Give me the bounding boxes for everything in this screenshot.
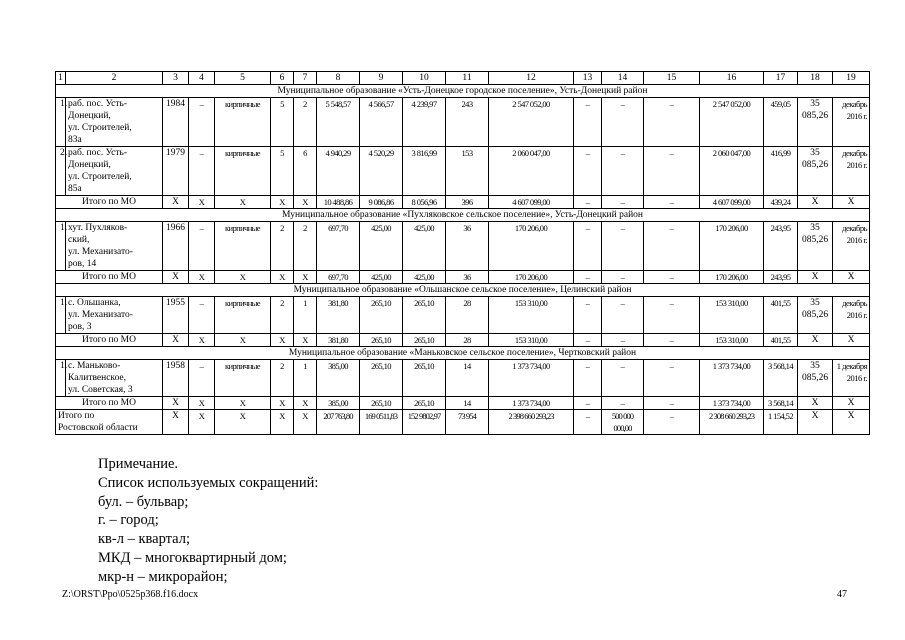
address-line: ров, 14 — [68, 259, 97, 269]
data-cell: 3 568,14 — [764, 360, 798, 397]
data-cell: 425,00 — [403, 222, 446, 271]
total-cell: 425,00 — [403, 271, 446, 284]
data-cell: 2 — [294, 98, 317, 147]
data-cell: 401,55 — [764, 297, 798, 334]
table-row — [56, 222, 870, 271]
total-cell: 36 — [446, 271, 489, 284]
total-cell: X — [294, 196, 317, 209]
data-cell: 153 310,00 — [700, 297, 764, 334]
data-cell: – — [189, 147, 215, 196]
address-line: 85а — [68, 184, 82, 194]
header-cell: 18 — [798, 72, 833, 85]
data-cell: – — [574, 297, 602, 334]
data-cell: 4 940,29 — [317, 147, 360, 196]
total-cell: X — [215, 271, 271, 284]
data-cell: 265,10 — [403, 360, 446, 397]
data-cell: 4 520,29 — [360, 147, 403, 196]
data-cell: 1958 — [163, 360, 189, 397]
data-cell: 5 548,57 — [317, 98, 360, 147]
total-cell: X — [833, 196, 870, 209]
table-row — [56, 98, 870, 147]
note-line: кв-л – квартал; — [98, 531, 190, 548]
total-cell: 385,00 — [317, 397, 360, 410]
total-label: Итого по МО — [56, 271, 163, 284]
grand-total-cell: 169 0511,83 — [360, 410, 403, 435]
total-cell: – — [602, 196, 644, 209]
total-cell: X — [294, 397, 317, 410]
total-cell: X — [215, 334, 271, 347]
data-cell: 3 816,99 — [403, 147, 446, 196]
header-cell: 4 — [189, 72, 215, 85]
total-cell: 697,70 — [317, 271, 360, 284]
date-cell — [833, 98, 870, 147]
total-cell: 1 373 734,00 — [489, 397, 574, 410]
total-cell: – — [602, 397, 644, 410]
address-line: раб. пос. Усть- — [68, 99, 128, 109]
date-line: 2016 г. — [846, 160, 867, 170]
total-cell: 439,24 — [764, 196, 798, 209]
note-line: Примечание. — [98, 456, 179, 472]
data-cell: 1 373 734,00 — [700, 360, 764, 397]
date-line: декабрь — [842, 148, 867, 158]
data-cell: 14 — [446, 360, 489, 397]
total-cell: – — [574, 196, 602, 209]
header-cell: 5 — [215, 72, 271, 85]
total-cell: – — [644, 196, 700, 209]
address-line: ул. Механизато- — [68, 247, 133, 257]
section-title: Муниципальное образование «Пухляковское сельское поселение», Усть-Донецкий район — [56, 209, 870, 222]
data-cell: 385,00 — [317, 360, 360, 397]
notes-block — [98, 455, 318, 587]
total-cell: 28 — [446, 334, 489, 347]
total-cell: 381,80 — [317, 334, 360, 347]
grand-total-cell: – — [574, 410, 602, 435]
header-cell: 11 — [446, 72, 489, 85]
data-cell: 2 060 047,00 — [489, 147, 574, 196]
total-cell: 14 — [446, 397, 489, 410]
address-line: ул. Строителей, — [68, 123, 132, 133]
address-line: хут. Пухляков- — [68, 223, 128, 233]
section-row — [56, 284, 870, 297]
table-row — [56, 297, 870, 334]
page-number: 47 — [837, 589, 847, 600]
total-cell: 10 488,86 — [317, 196, 360, 209]
total-cell: X — [833, 334, 870, 347]
data-cell: – — [644, 222, 700, 271]
date-line: 2016 г. — [846, 111, 867, 121]
total-cell: X — [271, 196, 294, 209]
section-row — [56, 85, 870, 98]
data-cell: – — [644, 98, 700, 147]
header-cell: 9 — [360, 72, 403, 85]
total-row — [56, 334, 870, 347]
data-cell: 6 — [294, 147, 317, 196]
data-cell: – — [602, 222, 644, 271]
data-cell: 35 085,26 — [798, 297, 833, 334]
total-cell: X — [215, 196, 271, 209]
data-cell: – — [574, 360, 602, 397]
total-cell: X — [189, 196, 215, 209]
data-cell: 2 — [271, 222, 294, 271]
table-row — [56, 147, 870, 196]
data-cell: – — [189, 297, 215, 334]
header-cell: 19 — [833, 72, 870, 85]
grand-total-cell: X — [798, 410, 833, 435]
row-number: 1. — [56, 98, 66, 147]
data-cell: 265,10 — [360, 297, 403, 334]
section-row — [56, 209, 870, 222]
total-cell: 1 373 734,00 — [700, 397, 764, 410]
total-cell: 425,00 — [360, 271, 403, 284]
data-cell: 2 060 047,00 — [700, 147, 764, 196]
header-cell: 16 — [700, 72, 764, 85]
grand-total-cell: 500 000 000,00 — [602, 410, 644, 435]
row-number: 1. — [56, 297, 66, 334]
total-cell: 243,95 — [764, 271, 798, 284]
data-cell: 425,00 — [360, 222, 403, 271]
total-label: Итого по МО — [56, 397, 163, 410]
total-cell: X — [189, 397, 215, 410]
grand-total-cell: X — [189, 410, 215, 435]
data-cell: – — [189, 360, 215, 397]
data-cell: – — [189, 98, 215, 147]
address-line: Калитвенское, — [68, 373, 127, 383]
grand-total-cell: 1 154,52 — [764, 410, 798, 435]
total-cell: 3 568,14 — [764, 397, 798, 410]
address-line: с. Маньково- — [68, 361, 121, 371]
date-cell — [833, 222, 870, 271]
data-cell: кирпичные — [215, 147, 271, 196]
total-label: Итого по МО — [56, 334, 163, 347]
data-cell: 170 206,00 — [489, 222, 574, 271]
header-cell: 1 — [56, 72, 66, 85]
total-cell: X — [294, 271, 317, 284]
total-cell: 4 607 099,00 — [700, 196, 764, 209]
address-line: ров, 3 — [68, 322, 92, 332]
header-cell: 7 — [294, 72, 317, 85]
address-line: с. Ольшанка, — [68, 298, 121, 308]
data-cell: 153 310,00 — [489, 297, 574, 334]
grand-total-cell: – — [644, 410, 700, 435]
total-row — [56, 397, 870, 410]
data-cell: 153 — [446, 147, 489, 196]
data-cell: 5 — [271, 98, 294, 147]
total-cell: – — [574, 397, 602, 410]
total-cell: 8 056,96 — [403, 196, 446, 209]
total-cell: X — [271, 397, 294, 410]
data-cell: 35 085,26 — [798, 98, 833, 147]
data-cell: – — [602, 297, 644, 334]
total-cell: X — [798, 397, 833, 410]
address-cell — [66, 98, 163, 147]
row-number: 1. — [56, 360, 66, 397]
date-line: декабрь — [842, 223, 867, 233]
data-cell: 4 239,97 — [403, 98, 446, 147]
grand-total-cell: 2 308 660 293,23 — [700, 410, 764, 435]
data-cell: 416,99 — [764, 147, 798, 196]
data-cell: 35 085,26 — [798, 360, 833, 397]
grand-total-cell: 73 954 — [446, 410, 489, 435]
address-line: 83а — [68, 135, 82, 145]
data-cell: 265,10 — [360, 360, 403, 397]
data-cell: 265,10 — [403, 297, 446, 334]
note-line: г. – город; — [98, 512, 159, 529]
date-line: 2016 г. — [846, 373, 867, 383]
data-cell: 1955 — [163, 297, 189, 334]
total-cell: 170 206,00 — [489, 271, 574, 284]
total-cell: X — [189, 271, 215, 284]
data-cell: кирпичные — [215, 222, 271, 271]
header-cell: 14 — [602, 72, 644, 85]
data-cell: 381,80 — [317, 297, 360, 334]
address-line: Донецкий, — [68, 111, 111, 121]
data-cell: кирпичные — [215, 297, 271, 334]
total-cell: 9 086,86 — [360, 196, 403, 209]
date-line: декабрь — [842, 298, 867, 308]
data-cell: 1 — [294, 297, 317, 334]
total-cell: 401,55 — [764, 334, 798, 347]
data-cell: 170 206,00 — [700, 222, 764, 271]
header-cell: 2 — [66, 72, 163, 85]
data-cell: – — [644, 297, 700, 334]
data-cell: 459,05 — [764, 98, 798, 147]
address-line: Донецкий, — [68, 160, 111, 170]
data-cell: – — [602, 360, 644, 397]
grand-total-cell: X — [833, 410, 870, 435]
total-cell: X — [271, 334, 294, 347]
address-line: ул. Советская, 3 — [68, 385, 133, 395]
total-cell: 170 206,00 — [700, 271, 764, 284]
row-number: 1. — [56, 222, 66, 271]
total-cell: 265,10 — [403, 397, 446, 410]
date-line: декабрь — [842, 99, 867, 109]
grand-total-label — [56, 410, 163, 435]
total-cell: – — [574, 271, 602, 284]
header-cell: 15 — [644, 72, 700, 85]
data-cell: 2 — [294, 222, 317, 271]
data-cell: 1979 — [163, 147, 189, 196]
date-cell — [833, 147, 870, 196]
grand-total-label-line: Итого по — [58, 411, 95, 421]
address-line: ул. Механизато- — [68, 310, 133, 320]
grand-total-label-line: Ростовской области — [58, 423, 138, 433]
data-cell: 28 — [446, 297, 489, 334]
total-cell: X — [215, 397, 271, 410]
total-cell: X — [798, 196, 833, 209]
header-cell: 8 — [317, 72, 360, 85]
total-cell: 265,10 — [403, 334, 446, 347]
data-cell: 36 — [446, 222, 489, 271]
address-cell — [66, 222, 163, 271]
data-cell: 243,95 — [764, 222, 798, 271]
address-cell — [66, 297, 163, 334]
total-row — [56, 196, 870, 209]
header-cell: 12 — [489, 72, 574, 85]
grand-total-cell: 2 398 660 293,23 — [489, 410, 574, 435]
section-title: Муниципальное образование «Маньковское сельское поселение», Чертковский район — [56, 347, 870, 360]
grand-total-cell: X — [271, 410, 294, 435]
header-row — [56, 72, 870, 85]
data-cell: кирпичные — [215, 360, 271, 397]
note-line: Список используемых сокращений: — [98, 474, 319, 491]
total-cell: – — [644, 397, 700, 410]
section-title: Муниципальное образование «Усть-Донецкое городское поселение», Усть-Донецкий район — [56, 85, 870, 98]
data-cell: 35 085,26 — [798, 147, 833, 196]
date-line: 1 декабря — [836, 361, 867, 371]
header-cell: 17 — [764, 72, 798, 85]
grand-total-cell: 152 9802,97 — [403, 410, 446, 435]
grand-total-cell: X — [215, 410, 271, 435]
row-number: 2. — [56, 147, 66, 196]
data-cell: 1966 — [163, 222, 189, 271]
data-cell: 2 547 052,00 — [489, 98, 574, 147]
data-cell: 4 566,57 — [360, 98, 403, 147]
total-cell: 153 310,00 — [700, 334, 764, 347]
address-line: раб. пос. Усть- — [68, 148, 128, 158]
date-line: 2016 г. — [846, 310, 867, 320]
grand-total-cell: 207 763,80 — [317, 410, 360, 435]
header-cell: 10 — [403, 72, 446, 85]
data-cell: – — [602, 98, 644, 147]
address-line: ул. Строителей, — [68, 172, 132, 182]
data-cell: 1 373 734,00 — [489, 360, 574, 397]
address-line: ский, — [68, 235, 90, 245]
date-cell — [833, 360, 870, 397]
data-cell: 1984 — [163, 98, 189, 147]
data-cell: – — [574, 147, 602, 196]
total-label: Итого по МО — [56, 196, 163, 209]
grand-total-cell: X — [163, 410, 189, 435]
housing-data-table — [55, 71, 870, 435]
table-row — [56, 360, 870, 397]
note-line: МКД – многоквартирный дом; — [98, 549, 287, 566]
total-cell: X — [798, 271, 833, 284]
data-cell: 243 — [446, 98, 489, 147]
grand-total-row — [56, 410, 870, 435]
data-cell: 35 085,26 — [798, 222, 833, 271]
total-cell: – — [644, 271, 700, 284]
data-cell: 5 — [271, 147, 294, 196]
total-cell: X — [833, 397, 870, 410]
total-cell: – — [574, 334, 602, 347]
data-cell: – — [574, 98, 602, 147]
data-cell: 2 547 052,00 — [700, 98, 764, 147]
data-cell: – — [644, 147, 700, 196]
data-cell: кирпичные — [215, 98, 271, 147]
data-cell: – — [644, 360, 700, 397]
address-cell — [66, 147, 163, 196]
total-cell: 4 607 099,00 — [489, 196, 574, 209]
data-cell: 2 — [271, 297, 294, 334]
total-cell: 265,10 — [360, 334, 403, 347]
total-cell: X — [833, 271, 870, 284]
total-cell: X — [294, 334, 317, 347]
data-cell: 697,70 — [317, 222, 360, 271]
date-cell — [833, 297, 870, 334]
total-cell: X — [189, 334, 215, 347]
header-cell: 3 — [163, 72, 189, 85]
total-cell: X — [271, 271, 294, 284]
total-cell: – — [602, 334, 644, 347]
date-line: 2016 г. — [846, 235, 867, 245]
total-cell: – — [602, 271, 644, 284]
total-cell: 265,10 — [360, 397, 403, 410]
total-cell: X — [798, 334, 833, 347]
header-cell: 13 — [574, 72, 602, 85]
section-row — [56, 347, 870, 360]
footer-file-path: Z:\ORST\Ppo\0525p368.f16.docx — [62, 589, 199, 600]
total-cell: X — [163, 397, 189, 410]
data-cell: 1 — [294, 360, 317, 397]
total-cell: 396 — [446, 196, 489, 209]
header-cell: 6 — [271, 72, 294, 85]
section-title: Муниципальное образование «Ольшанское сельское поселение», Целинский район — [56, 284, 870, 297]
note-line: мкр-н – микрорайон; — [98, 568, 228, 585]
grand-total-cell: X — [294, 410, 317, 435]
total-row — [56, 271, 870, 284]
data-cell: – — [189, 222, 215, 271]
data-cell: 2 — [271, 360, 294, 397]
data-cell: – — [574, 222, 602, 271]
address-cell — [66, 360, 163, 397]
total-cell: X — [163, 271, 189, 284]
note-line: бул. – бульвар; — [98, 493, 189, 510]
total-cell: – — [644, 334, 700, 347]
total-cell: 153 310,00 — [489, 334, 574, 347]
data-cell: – — [602, 147, 644, 196]
total-cell: X — [163, 334, 189, 347]
total-cell: X — [163, 196, 189, 209]
